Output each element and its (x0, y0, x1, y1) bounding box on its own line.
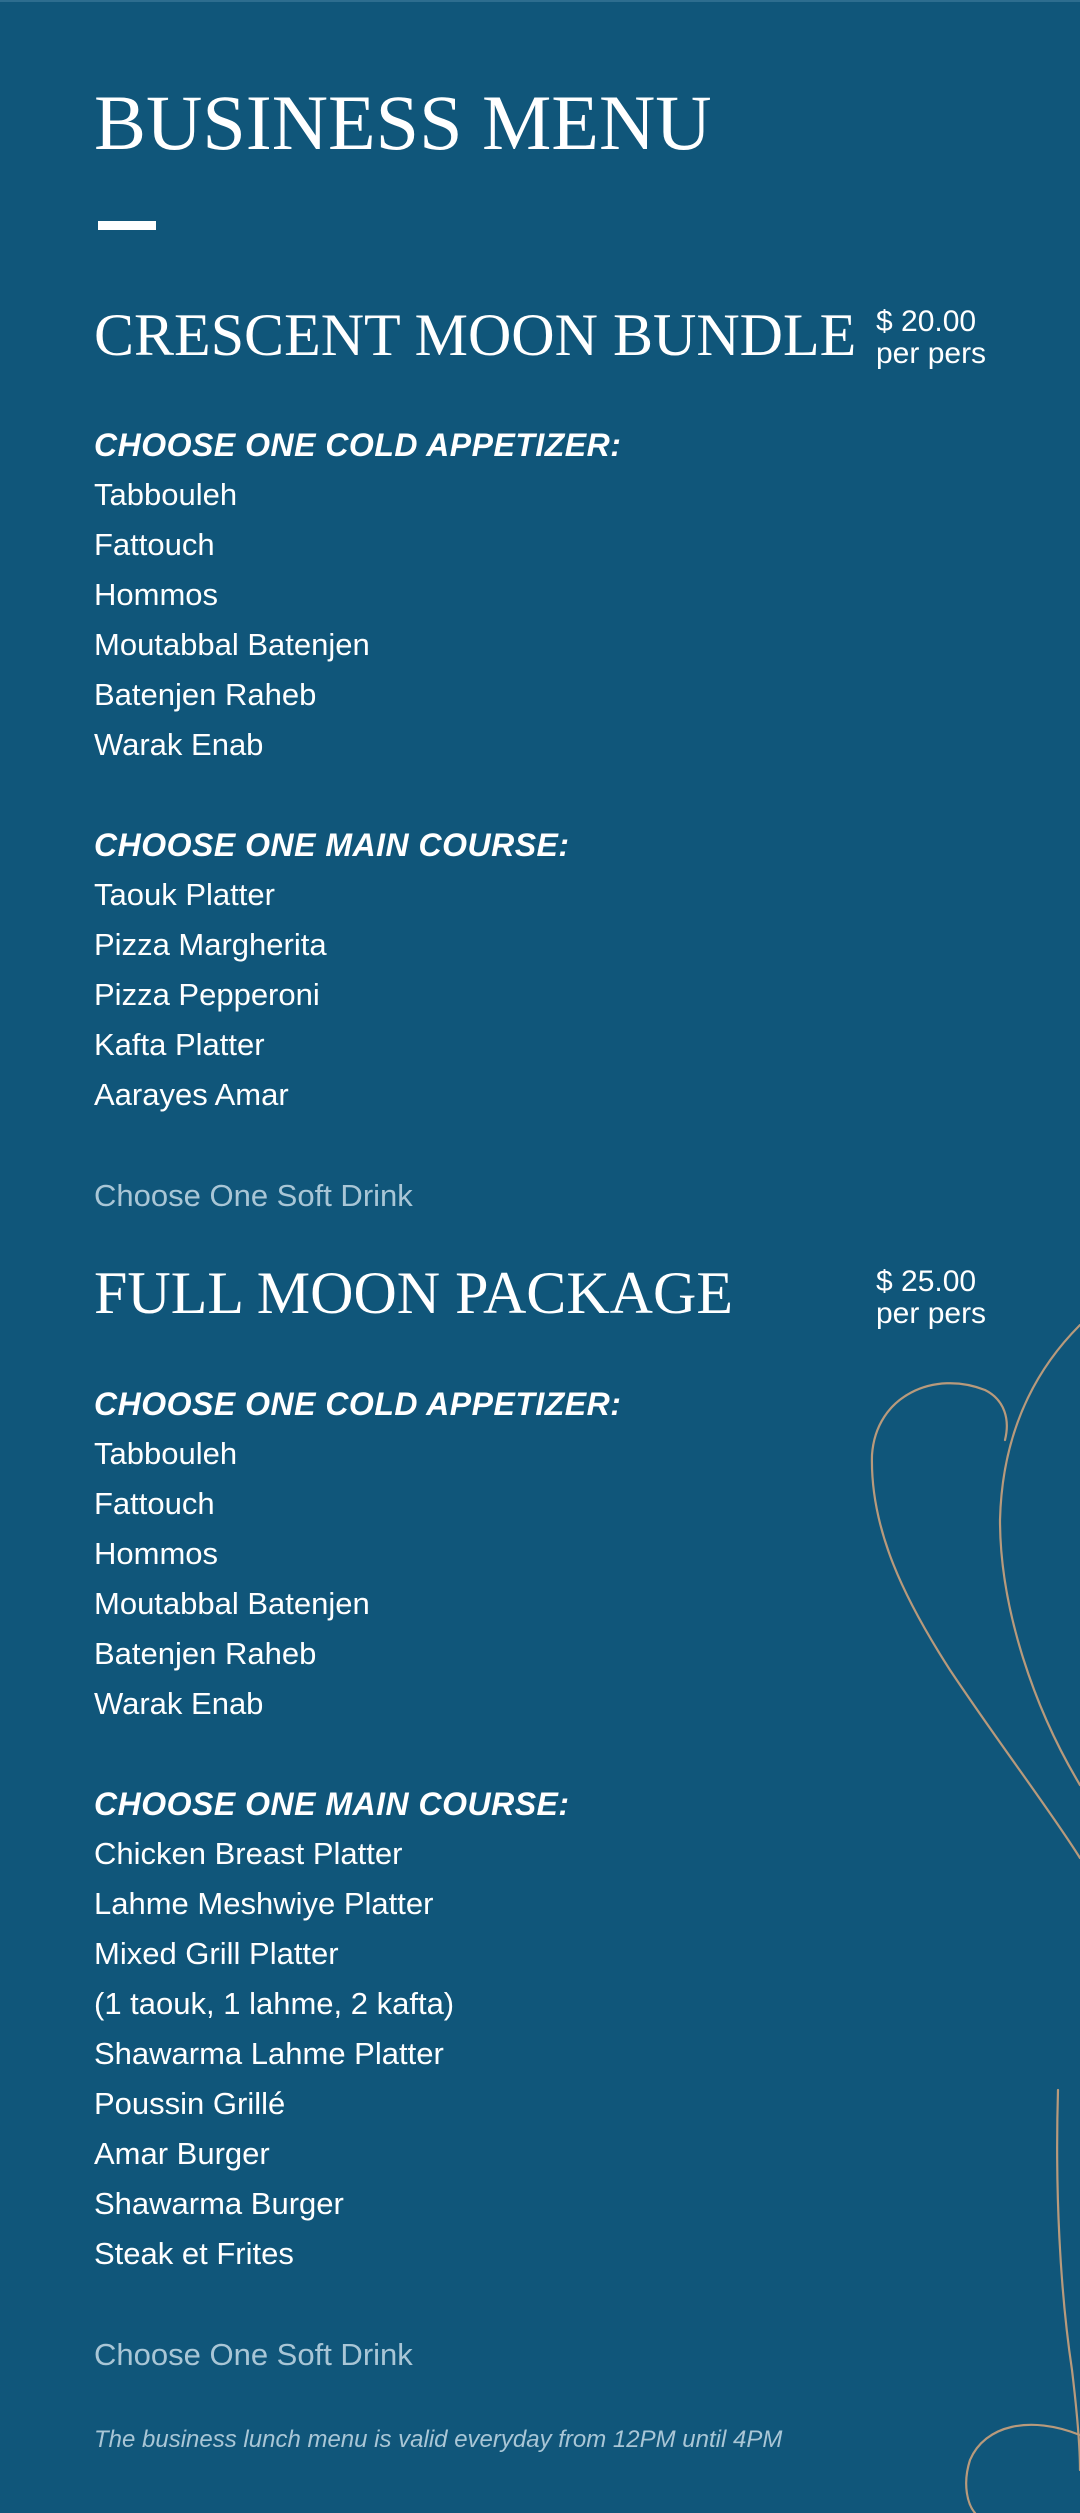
main-course-list (94, 870, 327, 1120)
list-item: Shawarma Lahme Platter (94, 2036, 444, 2071)
list-item: Kafta Platter (94, 1027, 265, 1062)
main-course-heading: CHOOSE ONE MAIN COURSE: (94, 1786, 570, 1822)
appetizer-heading: CHOOSE ONE COLD APPETIZER: (94, 427, 622, 463)
list-item: Poussin Grillé (94, 2086, 286, 2121)
list-item: Steak et Frites (94, 2236, 294, 2271)
price-full-moon (876, 1266, 986, 1330)
list-item: Hommos (94, 1536, 219, 1571)
list-item: Fattouch (94, 1486, 215, 1521)
soft-drink-note: Choose One Soft Drink (94, 1178, 413, 1213)
list-item: Lahme Meshwiye Platter (94, 1886, 434, 1921)
section-title-crescent-moon: CRESCENT MOON BUNDLE (94, 302, 857, 368)
decor-bottom-loop (966, 2425, 1080, 2513)
list-item: Batenjen Raheb (94, 1636, 317, 1671)
title-dash-divider (98, 221, 156, 230)
list-item: Mixed Grill Platter (94, 1936, 339, 1971)
price-amount: $ 25.00 (876, 1265, 977, 1298)
list-item: Taouk Platter (94, 877, 275, 912)
list-item: Moutabbal Batenjen (94, 627, 370, 662)
list-item: Tabbouleh (94, 1436, 238, 1471)
list-item: Fattouch (94, 527, 215, 562)
list-item: Hommos (94, 577, 219, 612)
price-unit: per pers (876, 1297, 987, 1330)
appetizer-list (94, 470, 370, 770)
decor-bottom-curve (1057, 2090, 1080, 2470)
list-item: Pizza Margherita (94, 927, 327, 962)
section-title-full-moon: FULL MOON PACKAGE (94, 1260, 733, 1326)
list-item: Moutabbal Batenjen (94, 1586, 370, 1621)
price-unit: per pers (876, 337, 987, 370)
list-item: Warak Enab (94, 727, 264, 762)
appetizer-heading: CHOOSE ONE COLD APPETIZER: (94, 1386, 622, 1422)
page-title: BUSINESS MENU (94, 79, 712, 166)
decor-heart-left-curve (872, 1383, 1080, 1858)
top-border (0, 0, 1080, 2)
validity-footnote: The business lunch menu is valid everyday from 12PM until 4PM (94, 2426, 783, 2453)
list-item: Shawarma Burger (94, 2186, 344, 2221)
list-item: Pizza Pepperoni (94, 977, 320, 1012)
main-course-heading: CHOOSE ONE MAIN COURSE: (94, 827, 570, 863)
appetizer-list (94, 1429, 370, 1729)
list-item: Amar Burger (94, 2136, 270, 2171)
list-item: Aarayes Amar (94, 1077, 289, 1112)
price-amount: $ 20.00 (876, 305, 977, 338)
price-crescent-moon (876, 306, 986, 370)
decor-heart-right-curve (1000, 1325, 1080, 1785)
list-item: Tabbouleh (94, 477, 238, 512)
list-item: Chicken Breast Platter (94, 1836, 403, 1871)
soft-drink-note: Choose One Soft Drink (94, 2337, 413, 2372)
main-course-list (94, 1829, 454, 2279)
list-item: Batenjen Raheb (94, 677, 317, 712)
list-item: Warak Enab (94, 1686, 264, 1721)
list-item: (1 taouk, 1 lahme, 2 kafta) (94, 1986, 455, 2021)
